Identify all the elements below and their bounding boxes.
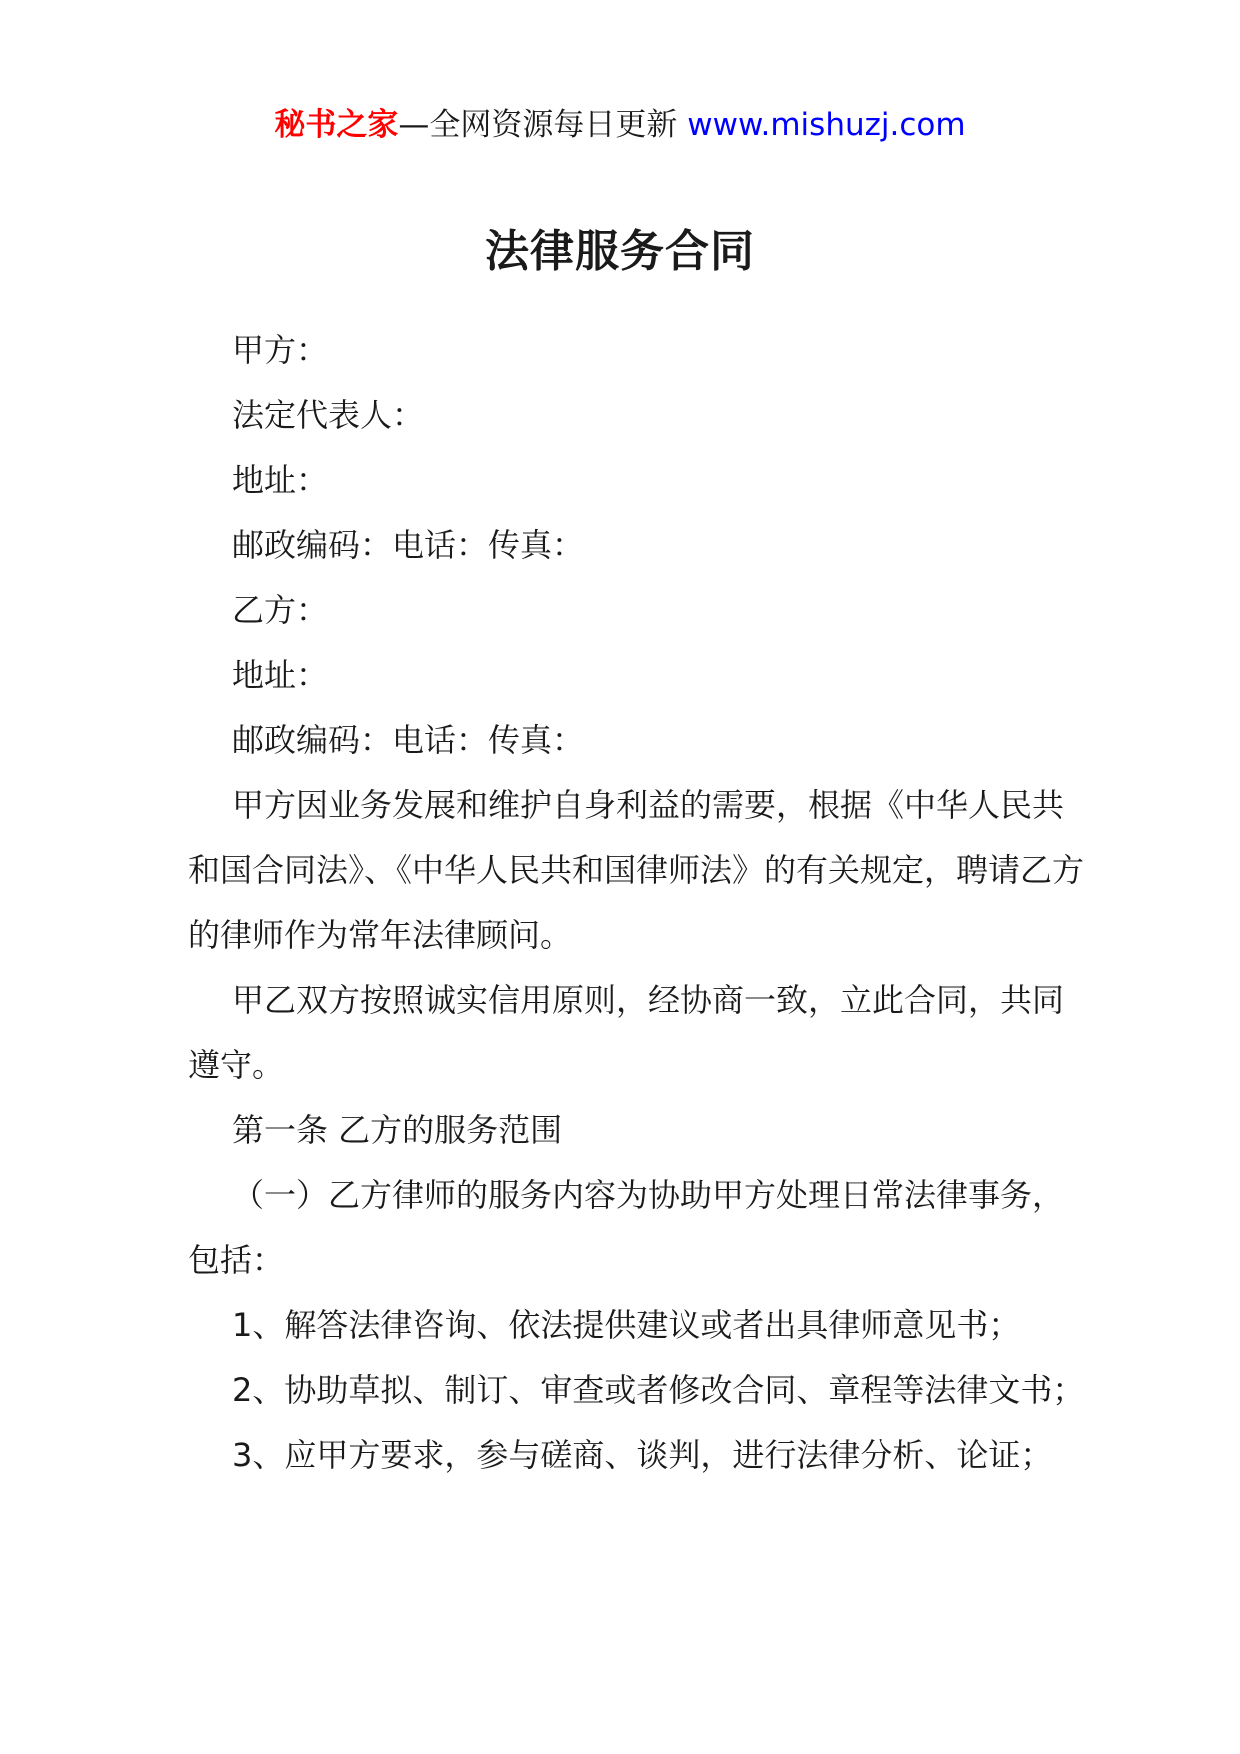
party-b-contact-line: 邮政编码：电话：传真： (232, 721, 585, 759)
preamble-paragraph: 甲方因业务发展和维护自身利益的需要，根据《中华人民共和国合同法》、《中华人民共和国律师法》的有关规定，聘请乙方的律师作为常年法律顾问。 (188, 786, 1085, 954)
party-a-address-line: 地址： (232, 461, 329, 499)
service-item-3: 3、应甲方要求，参与磋商、谈判，进行法律分析、论证； (232, 1436, 1053, 1474)
service-item-1: 1、解答法律咨询、依法提供建议或者出具律师意见书； (232, 1306, 1021, 1344)
party-b-line: 乙方： (232, 591, 329, 629)
site-url-link[interactable]: www.mishuzj.com (687, 107, 966, 143)
service-scope-paragraph: （一）乙方律师的服务内容为协助甲方处理日常法律事务，包括： (188, 1176, 1065, 1279)
document-title: 法律服务合同 (485, 226, 755, 277)
legal-representative-line: 法定代表人： (232, 396, 425, 434)
document-body (188, 318, 1088, 1488)
site-header (0, 100, 1240, 150)
agreement-paragraph: 甲乙双方按照诚实信用原则，经协商一致，立此合同，共同遵守。 (188, 981, 1065, 1084)
site-tagline: —全网资源每日更新 (398, 107, 678, 143)
party-a-line: 甲方： (232, 331, 329, 369)
site-brand: 秘书之家 (274, 107, 399, 143)
article-one-heading: 第一条 乙方的服务范围 (232, 1111, 563, 1149)
service-item-2: 2、协助草拟、制订、审查或者修改合同、章程等法律文书； (232, 1371, 1085, 1409)
party-a-contact-line: 邮政编码：电话：传真： (232, 526, 585, 564)
party-b-address-line: 地址： (232, 656, 329, 694)
